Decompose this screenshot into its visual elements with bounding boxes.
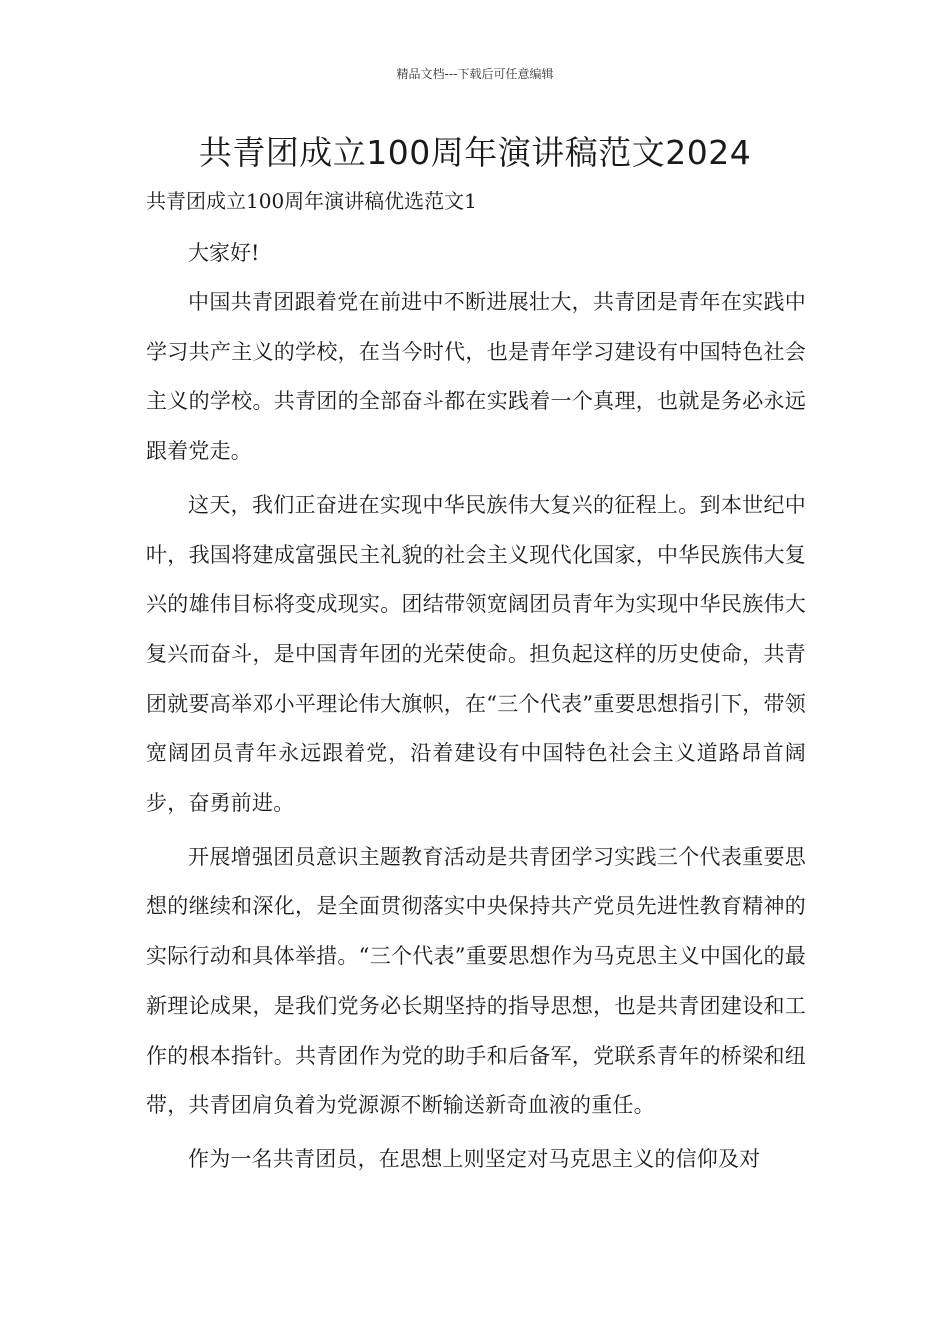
paragraph-4: 作为一名共青团员，在思想上则坚定对马克思主义的信仰及对	[188, 1146, 761, 1171]
document-body	[146, 233, 806, 1189]
document-subtitle: 共青团成立100周年演讲稿优选范文1	[146, 189, 477, 213]
greeting: 大家好!	[188, 241, 260, 265]
paragraph-1: 中国共青团跟着党在前进中不断进展壮大，共青团是青年在实践中学习共产主义的学校，在当今时代，也是青年学习建设有中国特色社会主义的学校。共青团的全部奋斗都在实践着一个真理，也就是务必永远跟着党走。	[146, 290, 806, 464]
document-title: 共青团成立100周年演讲稿范文2024	[198, 133, 752, 172]
page-header: 精品文档---下载后可任意编辑	[396, 67, 554, 81]
paragraph-3: 开展增强团员意识主题教育活动是共青团学习实践三个代表重要思想的继续和深化，是全面贯彻落实中央保持共产党员先进性教育精神的实际行动和具体举措。“三个代表”重要思想作为马克思主义中国化的最 新理论成果，是我们党务必长期坚持的指导思想，也是共青团建设和工作的根本指针。共青团作为党的助手和后备军，党联系青年的桥梁和纽带，共青团肩负着为党源源不断输送新奇血液的重任。	[146, 844, 806, 1118]
paragraph-2: 这天，我们正奋进在实现中华民族伟大复兴的征程上。到本世纪中叶，我国将建成富强民主礼貌的社会主义现代化国家，中华民族伟大复兴的雄伟目标将变成现实。团结带领宽阔团员青年为实现中华民族伟大复兴而奋斗，是中国青年团的光荣使命。担负起这样的历史使命，共青团就要高举邓小平理论伟大旗帜，在“三个代表”重要思想指引下，带领宽阔团员青年永远跟着党，沿着建设有中国特色社会主义道路昂首阔步，奋勇前进。	[146, 492, 806, 816]
